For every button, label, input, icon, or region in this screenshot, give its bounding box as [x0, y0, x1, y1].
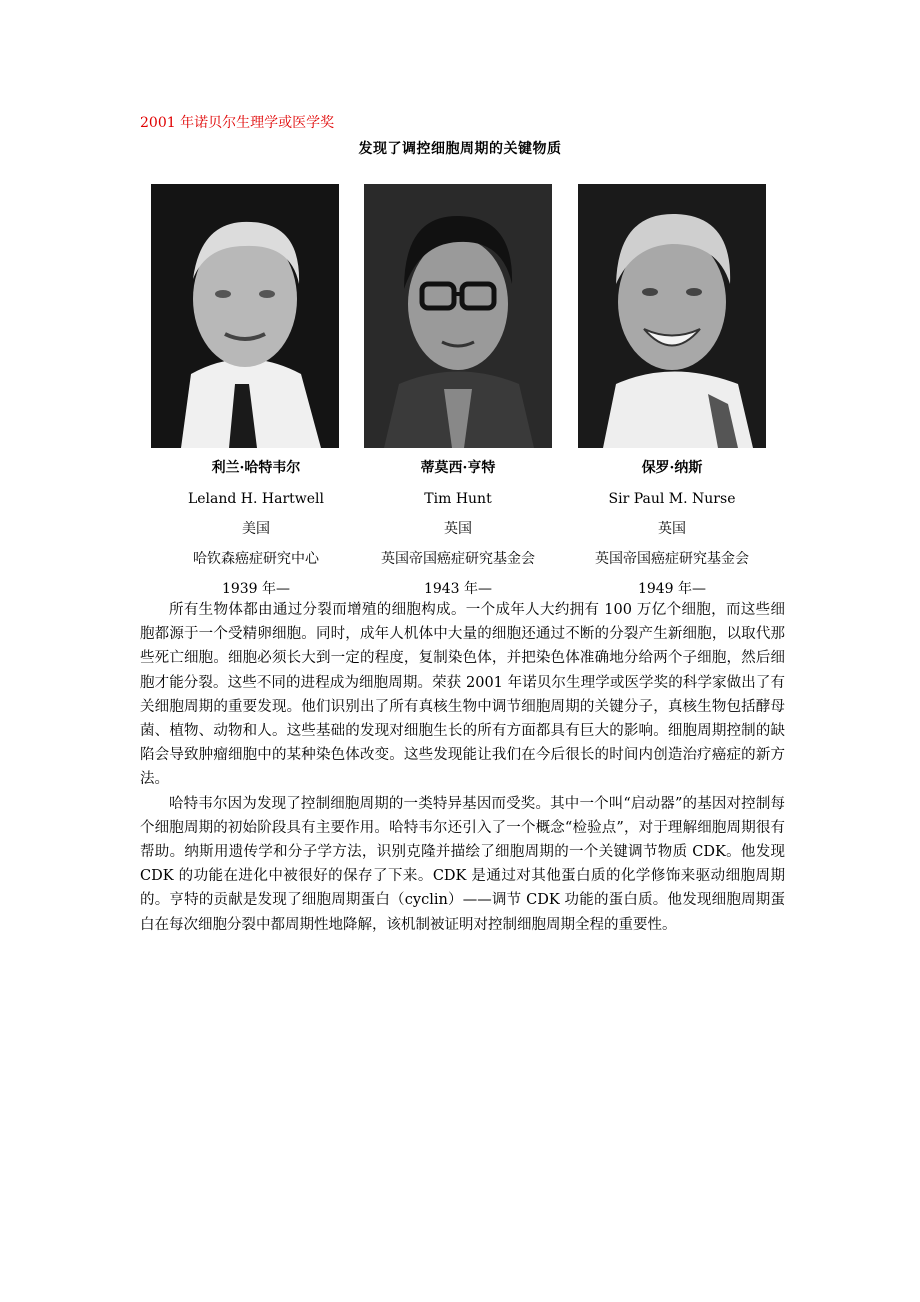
laureate-name-en: Leland H. Hartwell — [187, 491, 325, 507]
article-body — [140, 598, 785, 937]
laureate-name-cn: 保罗·纳斯 — [641, 460, 703, 476]
laureate-card-nurse — [572, 184, 772, 604]
laureate-name-cn: 蒂莫西·亨特 — [420, 460, 496, 476]
laureate-born: 1939 年— — [221, 581, 291, 597]
body-paragraph: 哈特韦尔因为发现了控制细胞周期的一类特异基因而受奖。其中一个叫“启动器”的基因对控制每个细胞周期的初始阶段具有主要作用。哈特韦尔还引入了一个概念“检验点”，对于理解细胞周期很有帮助。纳斯用遗传学和分子学方法，识别克隆并描绘了细胞周期的一个关键调节物质 CDK。他发现 CDK 的功能在进化中被很好的保存了下来。CDK 是通过对其他蛋白质的化学修饰来驱动细胞周期的。亨特的贡献是发现了细胞周期蛋白（cyclin）——调节 CDK 功能的蛋白质。他发现细胞周期蛋白在每次细胞分裂中都周期性地降解，该机制被证明对控制细胞周期全程的重要性。 — [140, 795, 785, 933]
laureate-country: 英国 — [658, 521, 686, 537]
laureate-country: 英国 — [444, 521, 472, 537]
page-subtitle: 发现了调控细胞周期的关键物质 — [358, 141, 562, 157]
body-paragraph: 所有生物体都由通过分裂而增殖的细胞构成。一个成年人大约拥有 100 万亿个细胞，而这些细胞都源于一个受精卵细胞。同时，成年人机体中大量的细胞还通过不断的分裂产生新细胞，以取代那些死亡细胞。细胞必须长大到一定的程度，复制染色体，并把染色体准确地分给两个子细胞，然后细胞才能分裂。这些不同的进程成为细胞周期。荣获 2001 年诺贝尔生理学或医学奖的科学家做出了有关细胞周期的重要发现。他们识别出了所有真核生物中调节细胞周期的关键分子，真核生物包括酵母菌、植物、动物和人。这些基础的发现对细胞生长的所有方面都具有巨大的影响。细胞周期控制的缺陷会导致肿瘤细胞中的某种染色体改变。这些发现能让我们在今后很长的时间内创造治疗癌症的新方法。 — [140, 602, 785, 788]
hartwell-portrait-photo — [151, 184, 339, 448]
nurse-portrait-photo — [578, 184, 766, 448]
hunt-portrait-photo — [364, 184, 552, 448]
laureate-name-en: Tim Hunt — [424, 491, 492, 507]
laureate-name-cn: 利兰·哈特韦尔 — [211, 460, 301, 476]
laureate-institution: 哈钦森癌症研究中心 — [193, 551, 319, 567]
laureate-born: 1943 年— — [423, 581, 493, 597]
laureate-born: 1949 年— — [637, 581, 707, 597]
laureate-institution: 英国帝国癌症研究基金会 — [595, 551, 749, 567]
laureate-card-hunt — [358, 184, 558, 604]
laureate-card-hartwell — [145, 184, 345, 604]
laureate-country: 美国 — [242, 521, 270, 537]
laureate-institution: 英国帝国癌症研究基金会 — [381, 551, 535, 567]
award-title: 2001 年诺贝尔生理学或医学奖 — [140, 115, 335, 131]
laureate-name-en: Sir Paul M. Nurse — [608, 491, 736, 507]
